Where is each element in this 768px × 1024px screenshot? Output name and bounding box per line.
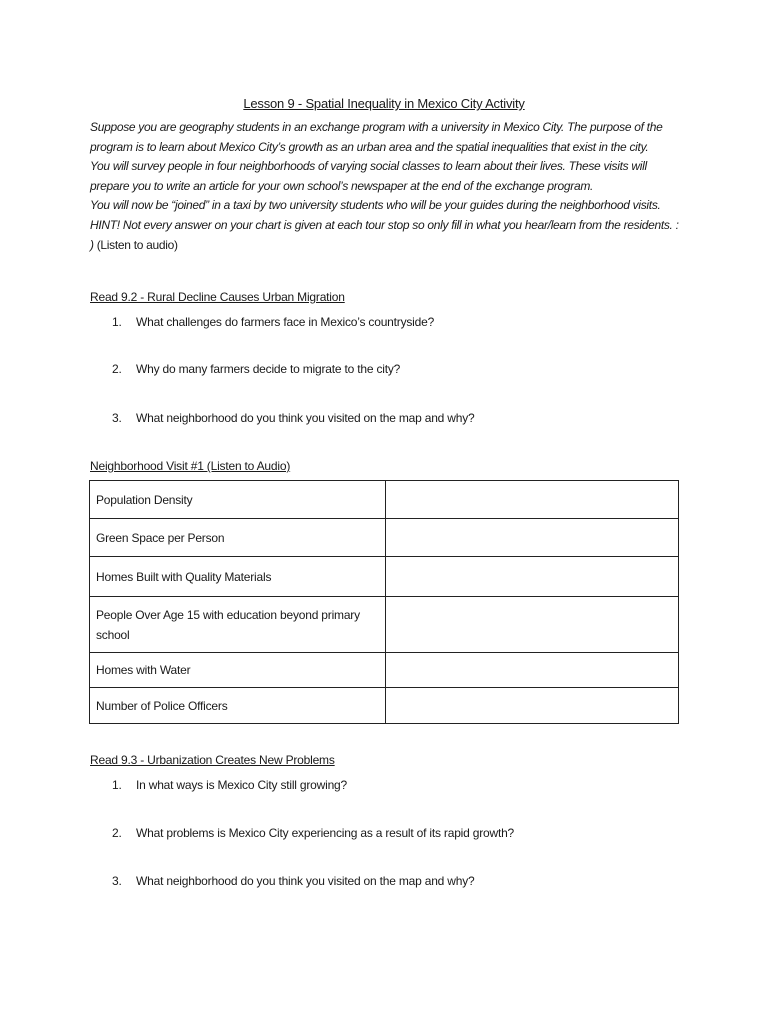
intro-line <box>90 236 688 256</box>
question-text: In what ways is Mexico City still growing? <box>136 778 348 792</box>
intro-line: HINT! Not every answer on your chart is given at each tour stop so only fill in what you hear/learn from the residents. : <box>90 217 679 232</box>
listen-instruction: (Listen to audio) <box>93 237 178 252</box>
section-heading-9-2: Read 9.2 - Rural Decline Causes Urban Migration <box>90 290 345 304</box>
question-item <box>112 826 514 840</box>
table-row <box>90 481 679 519</box>
row-label: Population Density <box>90 481 386 519</box>
row-label: Homes with Water <box>90 653 386 688</box>
table-row <box>90 653 679 688</box>
question-text: What neighborhood do you think you visited on the map and why? <box>136 411 475 425</box>
intro-line: You will survey people in four neighborhoods of varying social classes to learn about their lives. These visits will <box>90 159 647 174</box>
answer-cell[interactable] <box>385 653 678 688</box>
intro-line-italic: ) <box>90 237 94 252</box>
table-row <box>90 688 679 724</box>
question-item <box>112 362 400 376</box>
table-row <box>90 557 679 597</box>
question-number: 3. <box>112 411 122 425</box>
answer-cell[interactable] <box>385 519 678 557</box>
question-number: 2. <box>112 362 122 376</box>
row-label: People Over Age 15 with education beyond primary school <box>90 597 386 653</box>
answer-cell[interactable] <box>385 597 678 653</box>
answer-cell[interactable] <box>385 557 678 597</box>
question-text: Why do many farmers decide to migrate to the city? <box>136 362 401 376</box>
question-number: 1. <box>112 778 122 792</box>
question-number: 3. <box>112 874 122 888</box>
intro-line: prepare you to write an article for your own school’s newspaper at the end of the exchange program. <box>90 178 594 193</box>
section-heading-visit-1: Neighborhood Visit #1 (Listen to Audio) <box>90 459 291 473</box>
row-label: Homes Built with Quality Materials <box>90 557 386 597</box>
question-number: 2. <box>112 826 122 840</box>
question-item <box>112 778 347 792</box>
page-title: Lesson 9 - Spatial Inequality in Mexico City Activity <box>243 96 525 111</box>
question-text: What challenges do farmers face in Mexico’s countryside? <box>136 315 435 329</box>
table-row <box>90 519 679 557</box>
answer-cell[interactable] <box>385 688 678 724</box>
question-item <box>112 315 434 329</box>
section-heading-9-3: Read 9.3 - Urbanization Creates New Problems <box>90 753 335 767</box>
intro-line: program is to learn about Mexico City’s growth as an urban area and the spatial inequalities that exist in the city. <box>90 139 649 154</box>
row-label: Number of Police Officers <box>90 688 386 724</box>
intro-paragraph <box>90 118 688 255</box>
question-item <box>112 874 475 888</box>
question-text: What problems is Mexico City experiencing as a result of its rapid growth? <box>136 826 515 840</box>
question-number: 1. <box>112 315 122 329</box>
row-label: Green Space per Person <box>90 519 386 557</box>
intro-line: You will now be “joined” in a taxi by two university students who will be your guides during the neighborhood visits. <box>90 198 661 213</box>
question-item <box>112 411 475 425</box>
answer-cell[interactable] <box>385 481 678 519</box>
intro-line: Suppose you are geography students in an exchange program with a university in Mexico City. The purpose of the <box>90 120 663 134</box>
table-row <box>90 597 679 653</box>
neighborhood-chart <box>89 480 679 724</box>
question-text: What neighborhood do you think you visited on the map and why? <box>136 874 475 888</box>
